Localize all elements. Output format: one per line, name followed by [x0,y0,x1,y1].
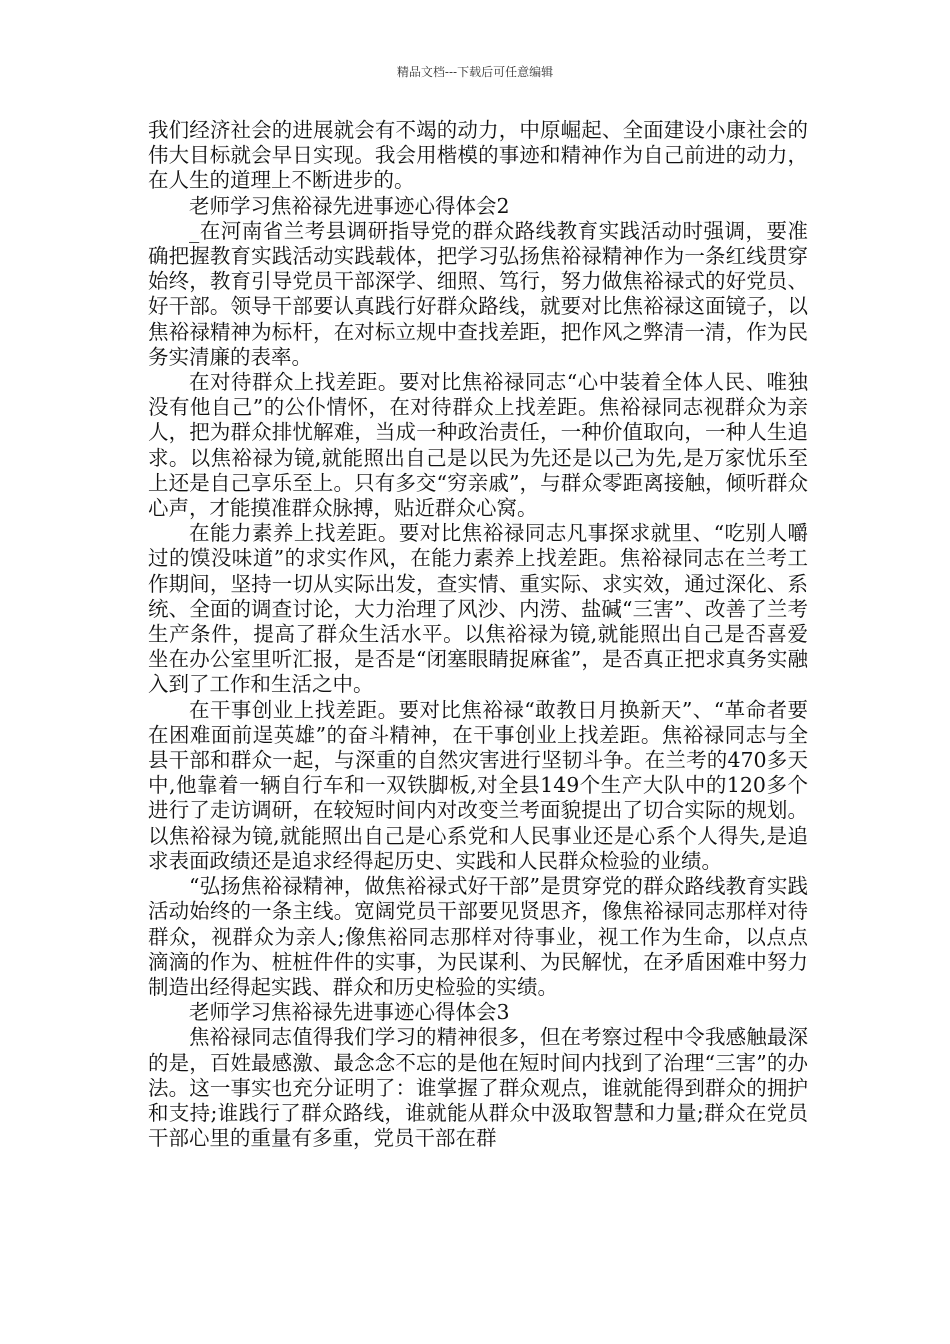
document-body [148,118,808,1151]
paragraph-treat-masses: 在对待群众上找差距。要对比焦裕禄同志“心中装着全体人民、唯独没有他自己”的公仆情怀，在对待群众上找差距。焦裕禄同志视群众为亲人，把为群众排忧解难，当成一种政治责任，一种价值取向，一种人生追求。以焦裕禄为镜,就能照出自己是以民为先还是以己为先,是万家忧乐至上还是自己享乐至上。只有多交“穷亲戚”，与群众零距离接触，倾听群众心声，才能摸准群众脉搏，贴近群众心窝。 [148,370,808,521]
paragraph-intro: _在河南省兰考县调研指导党的群众路线教育实践活动时强调，要准确把握教育实践活动实践载体，把学习弘扬焦裕禄精神作为一条红线贯穿始终，教育引导党员干部深学、细照、笃行，努力做焦裕禄式的好党员、好干部。领导干部要认真践行好群众路线，就要对比焦裕禄这面镜子，以焦裕禄精神为标杆，在对标立规中查找差距，把作风之弊清一清，作为民务实清廉的表率。 [148,218,808,369]
paragraph-career: 在干事创业上找差距。要对比焦裕禄“敢教日月换新天”、“革命者要在困难面前逞英雄”的奋斗精神，在干事创业上找差距。焦裕禄同志与全县干部和群众一起，与深重的自然灾害进行坚韧斗争。在兰考的470多天中,他靠着一辆自行车和一双铁脚板,对全县149个生产大队中的120多个进行了走访调研，在较短时间内对改变兰考面貌提出了切合实际的规划。以焦裕禄为镜,就能照出自己是心系党和人民事业还是心系个人得失,是追求表面政绩还是追求经得起历史、实践和人民群众检验的业绩。 [148,697,808,873]
paragraph-continuation: 我们经济社会的进展就会有不竭的动力，中原崛起、全面建设小康社会的伟大目标就会早日实现。我会用楷模的事迹和精神作为自己前进的动力，在人生的道理上不断进步的。 [148,118,808,193]
paragraph-ability: 在能力素养上找差距。要对比焦裕禄同志凡事探求就里、“吃别人嚼过的馍没味道”的求实作风，在能力素养上找差距。焦裕禄同志在兰考工作期间，坚持一切从实际出发，查实情、重实际、求实效，通过深化、系统、全面的调查讨论，大力治理了风沙、内涝、盐碱“三害”、改善了兰考生产条件，提高了群众生活水平。以焦裕禄为镜,就能照出自己是否喜爱坐在办公室里听汇报，是否是“闭塞眼睛捉麻雀”，是否真正把求真务实融入到了工作和生活之中。 [148,521,808,697]
section-title-3: 老师学习焦裕禄先进事迹心得体会3 [189,1000,510,1025]
paragraph-learning: 焦裕禄同志值得我们学习的精神很多，但在考察过程中令我感触最深的是，百姓最感激、最念念不忘的是他在短时间内找到了治理“三害”的办法。这一事实也充分证明了：谁掌握了群众观点，谁就能得到群众的拥护和支持;谁践行了群众路线，谁就能从群众中汲取智慧和力量;群众在党员干部心里的重量有多重，党员干部在群 [148,1025,808,1151]
paragraph-main-line: “弘扬焦裕禄精神，做焦裕禄式好干部”是贯穿党的群众路线教育实践活动始终的一条主线。宽阔党员干部要见贤思齐，像焦裕禄同志那样对待群众，视群众为亲人;像焦裕同志那样对待事业，视工作为生命，以点点滴滴的作为、桩桩件件的实事，为民谋利、为民解忧，在矛盾困难中努力制造出经得起实践、群众和历史检验的实绩。 [148,874,808,999]
section-title-2: 老师学习焦裕禄先进事迹心得体会2 [189,193,510,218]
page-header: 精品文档---下载后可任意编辑 [396,65,554,79]
